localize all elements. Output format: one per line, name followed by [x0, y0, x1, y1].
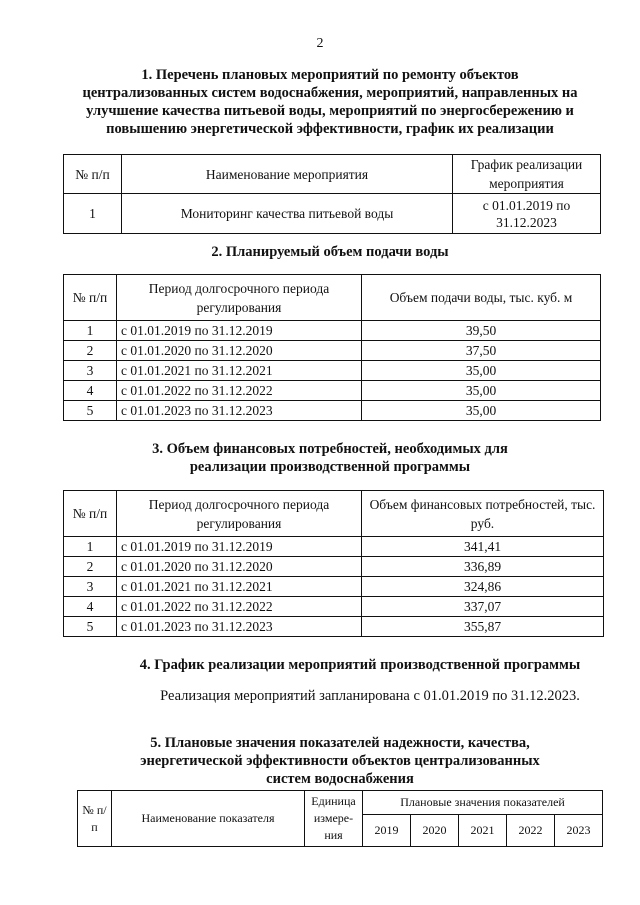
section3-table: [63, 490, 604, 637]
header-unit: Единица измере-ния: [305, 791, 363, 847]
header-num: № п/п: [64, 275, 117, 321]
row-period: с 01.01.2023 по 31.12.2023: [117, 401, 362, 421]
table-row: [64, 537, 604, 557]
header-period: Период долгосрочного периода регулирования: [117, 491, 362, 537]
row-period: с 01.01.2021 по 31.12.2021: [117, 577, 362, 597]
section4-text: Реализация мероприятий запланирована с 01.01.2019 по 31.12.2023.: [160, 688, 580, 704]
header-num: № п/п: [64, 491, 117, 537]
row-num: 3: [64, 577, 117, 597]
table-row: [64, 194, 601, 234]
header-name: Наименование мероприятия: [122, 155, 453, 194]
header-planned-values: Плановые значения показателей: [363, 791, 603, 815]
row-period: с 01.01.2020 по 31.12.2020: [117, 341, 362, 361]
row-period: с 01.01.2022 по 31.12.2022: [117, 381, 362, 401]
section1-title-line: 1. Перечень плановых мероприятий по ремонту объектов: [141, 67, 519, 83]
table-row: [64, 617, 604, 637]
row-value: 37,50: [362, 341, 601, 361]
row-period: с 01.01.2019 по 31.12.2019: [117, 537, 362, 557]
row-value: 39,50: [362, 321, 601, 341]
section4-title: [80, 656, 640, 674]
header-year: 2022: [507, 815, 555, 847]
row-period: с 01.01.2019 по 31.12.2019: [117, 321, 362, 341]
row-value: 35,00: [362, 401, 601, 421]
row-num: 4: [64, 381, 117, 401]
row-value: 324,86: [362, 577, 604, 597]
header-year: 2021: [459, 815, 507, 847]
row-num: 2: [64, 557, 117, 577]
section4-title-line: 4. График реализации мероприятий производственной программы: [139, 657, 581, 673]
row-num: 1: [64, 321, 117, 341]
header-schedule: График реализации мероприятия: [453, 155, 601, 194]
row-period: с 01.01.2020 по 31.12.2020: [117, 557, 362, 577]
section1-table: [63, 154, 601, 234]
header-value: Объем финансовых потребностей, тыс. руб.: [362, 491, 604, 537]
table-row: [64, 321, 601, 341]
table-header-row: [64, 491, 604, 537]
table-header-row: [78, 791, 603, 815]
header-indicator: Наименование показателя: [112, 791, 305, 847]
table-header-row: [64, 155, 601, 194]
section1-title-line: повышению энергетической эффективности, график их реализации: [106, 121, 554, 137]
header-year: 2023: [555, 815, 603, 847]
row-schedule: с 01.01.2019 по 31.12.2023: [453, 194, 601, 234]
section1-title-line: централизованных систем водоснабжения, мероприятий, направленных на: [82, 85, 578, 101]
row-num: 1: [64, 537, 117, 557]
section5-title-line: энергетической эффективности объектов централизованных: [140, 753, 540, 769]
table-row: [64, 597, 604, 617]
header-year: 2020: [411, 815, 459, 847]
row-value: 355,87: [362, 617, 604, 637]
table-header-row: [64, 275, 601, 321]
section3-title-line: реализации производственной программы: [189, 459, 471, 475]
row-period: с 01.01.2021 по 31.12.2021: [117, 361, 362, 381]
row-num: 5: [64, 617, 117, 637]
table-row: [64, 361, 601, 381]
row-num: 5: [64, 401, 117, 421]
section3-title-line: 3. Объем финансовых потребностей, необходимых для: [152, 441, 508, 457]
row-value: 35,00: [362, 381, 601, 401]
row-value: 336,89: [362, 557, 604, 577]
table-row: [64, 557, 604, 577]
row-num: 3: [64, 361, 117, 381]
row-num: 1: [64, 194, 122, 234]
section5-table: [77, 790, 603, 847]
row-value: 35,00: [362, 361, 601, 381]
header-value: Объем подачи воды, тыс. куб. м: [362, 275, 601, 321]
section1-title-line: улучшение качества питьевой воды, мероприятий по энергосбережению и: [86, 103, 574, 119]
section2-title: [60, 243, 600, 261]
section2-title-line: 2. Планируемый объем подачи воды: [211, 244, 449, 260]
row-name: Мониторинг качества питьевой воды: [122, 194, 453, 234]
table-row: [64, 381, 601, 401]
header-year: 2019: [363, 815, 411, 847]
row-period: с 01.01.2022 по 31.12.2022: [117, 597, 362, 617]
row-num: 2: [64, 341, 117, 361]
section1-title: [60, 66, 600, 138]
table-row: [64, 577, 604, 597]
section5-title: [60, 734, 620, 788]
header-num: № п/п: [64, 155, 122, 194]
row-num: 4: [64, 597, 117, 617]
row-period: с 01.01.2023 по 31.12.2023: [117, 617, 362, 637]
section2-table: [63, 274, 601, 421]
section5-title-line: 5. Плановые значения показателей надежности, качества,: [150, 735, 530, 751]
header-period: Период долгосрочного периода регулирования: [117, 275, 362, 321]
row-value: 341,41: [362, 537, 604, 557]
page-number: 2: [316, 36, 324, 51]
table-row: [64, 401, 601, 421]
table-row: [64, 341, 601, 361]
section3-title: [60, 440, 600, 476]
header-num: № п/п: [78, 791, 112, 847]
row-value: 337,07: [362, 597, 604, 617]
section5-title-line: систем водоснабжения: [266, 771, 414, 787]
